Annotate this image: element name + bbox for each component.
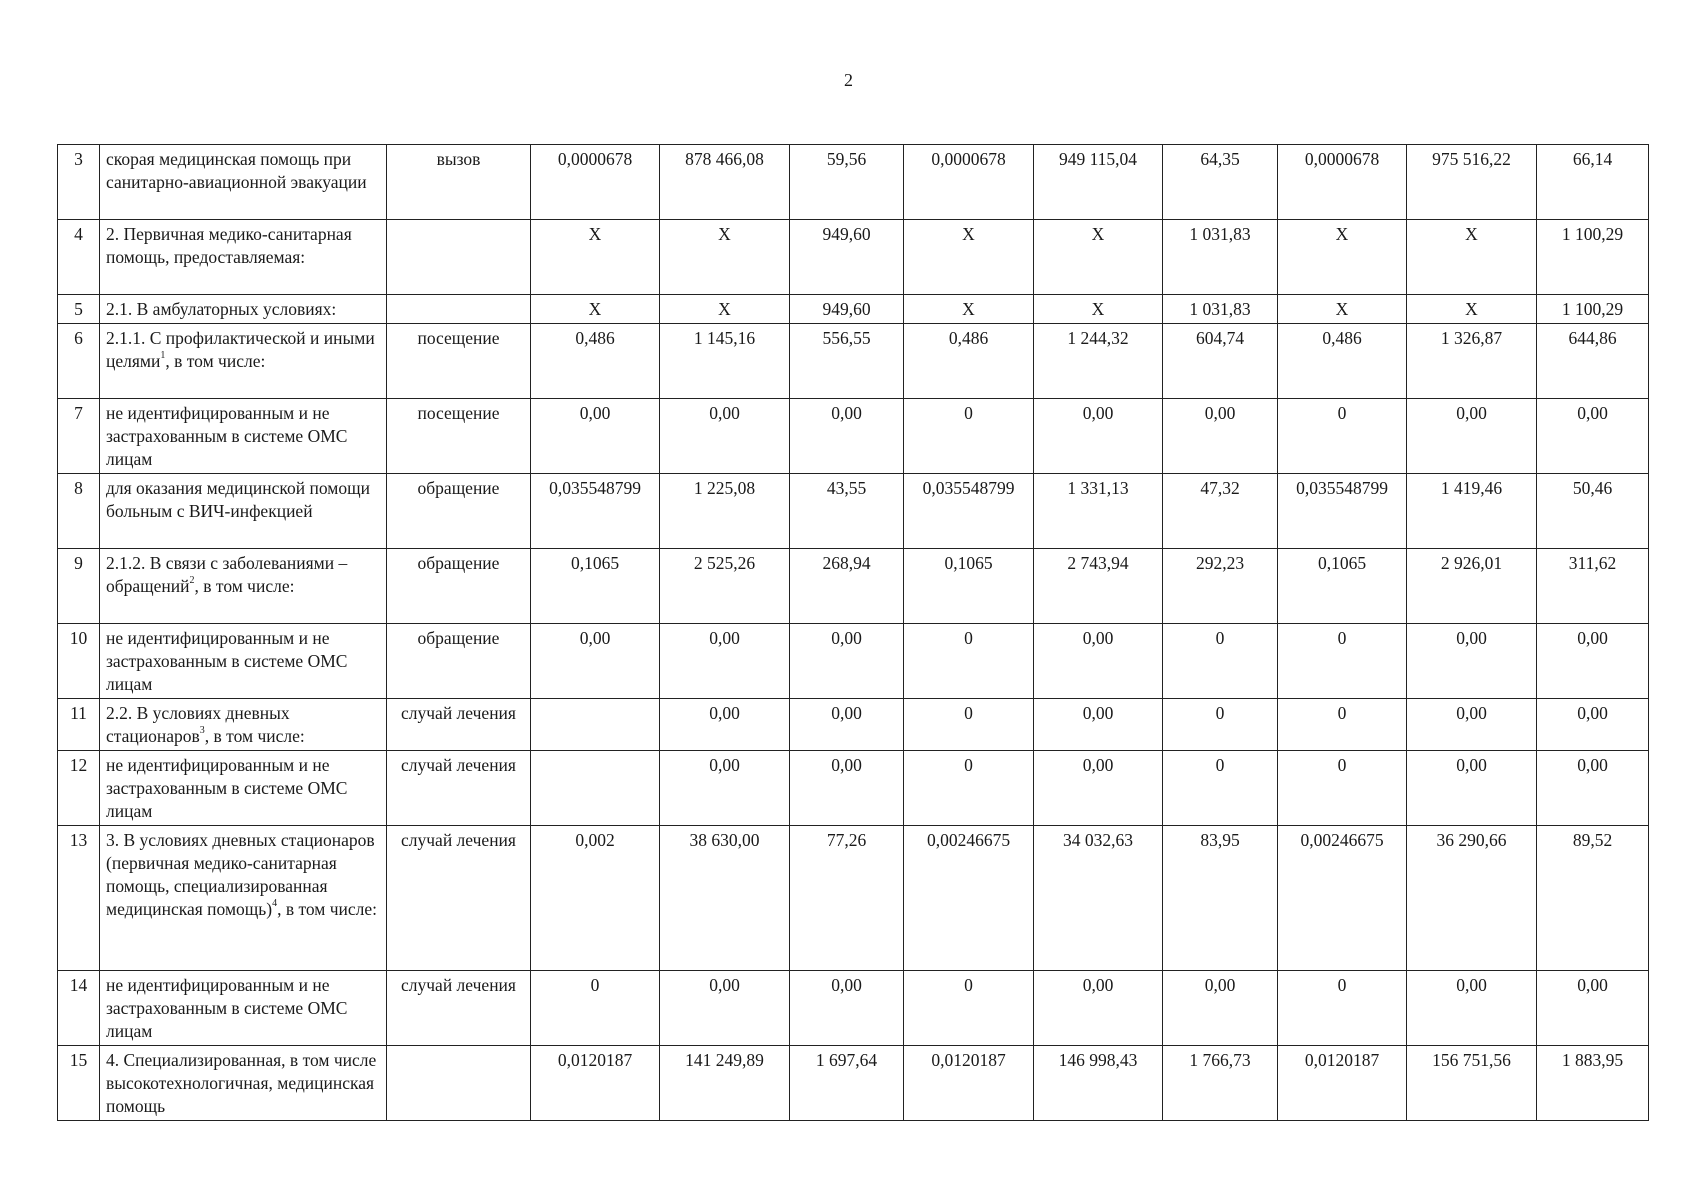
- value-cell: 47,32: [1163, 474, 1278, 549]
- value-cell: X: [660, 295, 790, 324]
- value-cell: 0,00: [790, 751, 904, 826]
- row-number: 8: [58, 474, 100, 549]
- row-unit: [387, 1046, 531, 1121]
- value-cell: 0,00: [1537, 971, 1649, 1046]
- row-number: 13: [58, 826, 100, 971]
- row-name: [100, 399, 387, 474]
- value-cell: 0: [1278, 624, 1407, 699]
- table-row: [58, 145, 1649, 220]
- row-name-text: 4. Специализированная, в том числе высокотехнологичная, медицинская помощь: [106, 1050, 377, 1116]
- value-cell: X: [531, 295, 660, 324]
- row-name: [100, 474, 387, 549]
- value-cell: X: [1034, 220, 1163, 295]
- value-cell: 0,00246675: [904, 826, 1034, 971]
- row-unit: случай лечения: [387, 699, 531, 751]
- footnote-marker: 2: [189, 575, 195, 587]
- value-cell: 0,00: [1163, 399, 1278, 474]
- row-name: [100, 220, 387, 295]
- value-cell: 0: [1163, 751, 1278, 826]
- table-row: [58, 699, 1649, 751]
- value-cell: 0: [904, 751, 1034, 826]
- value-cell: 0,00: [790, 971, 904, 1046]
- table-row: [58, 624, 1649, 699]
- row-number: 5: [58, 295, 100, 324]
- value-cell: 59,56: [790, 145, 904, 220]
- row-name-text: 2.1. В амбулаторных условиях:: [106, 299, 337, 319]
- row-unit: вызов: [387, 145, 531, 220]
- value-cell: 0,00: [660, 699, 790, 751]
- row-name-tail: , в том числе:: [277, 899, 378, 919]
- table-row: [58, 751, 1649, 826]
- value-cell: 0,1065: [531, 549, 660, 624]
- row-unit: случай лечения: [387, 971, 531, 1046]
- row-name-text: для оказания медицинской помощи больным с ВИЧ-инфекцией: [106, 478, 370, 521]
- row-unit: случай лечения: [387, 751, 531, 826]
- value-cell: 0: [904, 699, 1034, 751]
- row-unit: [387, 220, 531, 295]
- page-number: 2: [844, 70, 853, 90]
- value-cell: X: [904, 220, 1034, 295]
- row-name: [100, 1046, 387, 1121]
- value-cell: 0,1065: [1278, 549, 1407, 624]
- table-row: [58, 826, 1649, 971]
- value-cell: 0,00: [1407, 399, 1537, 474]
- value-cell: 0: [1278, 971, 1407, 1046]
- table-row: [58, 324, 1649, 399]
- value-cell: 975 516,22: [1407, 145, 1537, 220]
- value-cell: 1 244,32: [1034, 324, 1163, 399]
- value-cell: 0,0000678: [1278, 145, 1407, 220]
- value-cell: 0,00246675: [1278, 826, 1407, 971]
- row-number: 11: [58, 699, 100, 751]
- value-cell: 1 031,83: [1163, 295, 1278, 324]
- value-cell: 0,00: [1407, 971, 1537, 1046]
- row-name-text: 3. В условиях дневных стационаров (первичная медико-санитарная помощь, специализированная медицинская помощь): [106, 830, 375, 919]
- row-unit: обращение: [387, 624, 531, 699]
- value-cell: 0,00: [790, 399, 904, 474]
- value-cell: X: [1278, 295, 1407, 324]
- value-cell: 0,00: [660, 399, 790, 474]
- value-cell: 0,035548799: [1278, 474, 1407, 549]
- row-name: [100, 145, 387, 220]
- row-name: [100, 624, 387, 699]
- value-cell: 0,00: [660, 971, 790, 1046]
- value-cell: [531, 751, 660, 826]
- row-unit: посещение: [387, 324, 531, 399]
- value-cell: 0: [1163, 699, 1278, 751]
- footnote-marker: 4: [272, 898, 278, 910]
- row-name: [100, 971, 387, 1046]
- row-name-text: не идентифицированным и не застрахованным в системе ОМС лицам: [106, 403, 348, 469]
- row-name: [100, 324, 387, 399]
- value-cell: [531, 699, 660, 751]
- row-name-text: не идентифицированным и не застрахованным в системе ОМС лицам: [106, 975, 348, 1041]
- value-cell: 604,74: [1163, 324, 1278, 399]
- value-cell: 43,55: [790, 474, 904, 549]
- row-number: 10: [58, 624, 100, 699]
- value-cell: 878 466,08: [660, 145, 790, 220]
- value-cell: 0,002: [531, 826, 660, 971]
- table-row: [58, 474, 1649, 549]
- value-cell: 77,26: [790, 826, 904, 971]
- value-cell: 38 630,00: [660, 826, 790, 971]
- value-cell: 1 331,13: [1034, 474, 1163, 549]
- value-cell: X: [1034, 295, 1163, 324]
- data-table: [57, 144, 1649, 1121]
- row-name-tail: , в том числе:: [194, 576, 295, 596]
- value-cell: 0,00: [531, 624, 660, 699]
- value-cell: 1 100,29: [1537, 220, 1649, 295]
- value-cell: 268,94: [790, 549, 904, 624]
- value-cell: 0: [531, 971, 660, 1046]
- value-cell: 0,00: [1034, 751, 1163, 826]
- value-cell: 949,60: [790, 220, 904, 295]
- value-cell: 0,00: [1537, 751, 1649, 826]
- value-cell: 0,0000678: [904, 145, 1034, 220]
- value-cell: 0: [1278, 399, 1407, 474]
- row-unit: обращение: [387, 474, 531, 549]
- value-cell: 141 249,89: [660, 1046, 790, 1121]
- row-name-text: не идентифицированным и не застрахованным в системе ОМС лицам: [106, 628, 348, 694]
- row-number: 15: [58, 1046, 100, 1121]
- value-cell: 66,14: [1537, 145, 1649, 220]
- value-cell: 2 926,01: [1407, 549, 1537, 624]
- value-cell: 50,46: [1537, 474, 1649, 549]
- value-cell: 0,00: [1407, 699, 1537, 751]
- value-cell: 0,00: [1537, 399, 1649, 474]
- value-cell: X: [1278, 220, 1407, 295]
- value-cell: 0,00: [1034, 971, 1163, 1046]
- value-cell: 0,00: [1537, 699, 1649, 751]
- value-cell: 1 419,46: [1407, 474, 1537, 549]
- value-cell: 0,00: [790, 699, 904, 751]
- value-cell: 1 225,08: [660, 474, 790, 549]
- value-cell: 2 525,26: [660, 549, 790, 624]
- value-cell: X: [1407, 220, 1537, 295]
- value-cell: 1 766,73: [1163, 1046, 1278, 1121]
- value-cell: 0,00: [1407, 624, 1537, 699]
- row-name-text: не идентифицированным и не застрахованным в системе ОМС лицам: [106, 755, 348, 821]
- row-number: 3: [58, 145, 100, 220]
- row-number: 6: [58, 324, 100, 399]
- value-cell: 0,00: [1034, 699, 1163, 751]
- value-cell: 0,0000678: [531, 145, 660, 220]
- value-cell: 1 031,83: [1163, 220, 1278, 295]
- value-cell: 292,23: [1163, 549, 1278, 624]
- value-cell: 556,55: [790, 324, 904, 399]
- row-name: [100, 549, 387, 624]
- value-cell: 0: [1163, 624, 1278, 699]
- row-name-tail: , в том числе:: [165, 351, 266, 371]
- value-cell: 0,00: [790, 624, 904, 699]
- value-cell: 1 697,64: [790, 1046, 904, 1121]
- row-number: 7: [58, 399, 100, 474]
- row-name-text: 2.1.1. С профилактической и иными целями: [106, 328, 375, 371]
- row-unit: случай лечения: [387, 826, 531, 971]
- table-row: [58, 549, 1649, 624]
- value-cell: X: [531, 220, 660, 295]
- value-cell: 2 743,94: [1034, 549, 1163, 624]
- value-cell: 0: [1278, 699, 1407, 751]
- row-unit: обращение: [387, 549, 531, 624]
- value-cell: X: [1407, 295, 1537, 324]
- value-cell: 0,486: [904, 324, 1034, 399]
- value-cell: 0,00: [1034, 399, 1163, 474]
- value-cell: 0,0120187: [1278, 1046, 1407, 1121]
- value-cell: 0,0120187: [531, 1046, 660, 1121]
- value-cell: 1 326,87: [1407, 324, 1537, 399]
- value-cell: 0: [904, 971, 1034, 1046]
- footnote-marker: 1: [160, 350, 166, 362]
- value-cell: 1 100,29: [1537, 295, 1649, 324]
- row-name: [100, 751, 387, 826]
- value-cell: 0,486: [1278, 324, 1407, 399]
- row-number: 4: [58, 220, 100, 295]
- value-cell: 1 883,95: [1537, 1046, 1649, 1121]
- value-cell: 311,62: [1537, 549, 1649, 624]
- value-cell: 146 998,43: [1034, 1046, 1163, 1121]
- value-cell: 644,86: [1537, 324, 1649, 399]
- footnote-marker: 3: [199, 725, 205, 737]
- row-unit: посещение: [387, 399, 531, 474]
- row-name: [100, 295, 387, 324]
- table-row: [58, 220, 1649, 295]
- value-cell: 0,00: [531, 399, 660, 474]
- value-cell: 949,60: [790, 295, 904, 324]
- value-cell: 0,00: [1537, 624, 1649, 699]
- value-cell: 36 290,66: [1407, 826, 1537, 971]
- row-number: 9: [58, 549, 100, 624]
- value-cell: 0,00: [660, 624, 790, 699]
- value-cell: X: [660, 220, 790, 295]
- value-cell: 1 145,16: [660, 324, 790, 399]
- value-cell: 156 751,56: [1407, 1046, 1537, 1121]
- value-cell: 0,00: [1407, 751, 1537, 826]
- table-row: [58, 971, 1649, 1046]
- value-cell: 0: [904, 624, 1034, 699]
- row-name-tail: , в том числе:: [204, 726, 305, 746]
- value-cell: 949 115,04: [1034, 145, 1163, 220]
- row-name-text: 2.1.2. В связи с заболеваниями – обращений: [106, 553, 348, 596]
- row-name-text: 2. Первичная медико-санитарная помощь, предоставляемая:: [106, 224, 352, 267]
- value-cell: 0,486: [531, 324, 660, 399]
- row-name-text: 2.2. В условиях дневных стационаров: [106, 703, 290, 746]
- value-cell: 0,1065: [904, 549, 1034, 624]
- row-name: [100, 699, 387, 751]
- table-row: [58, 295, 1649, 324]
- table-row: [58, 399, 1649, 474]
- row-name-text: скорая медицинская помощь при санитарно-авиационной эвакуации: [106, 149, 367, 192]
- value-cell: 0,0120187: [904, 1046, 1034, 1121]
- value-cell: 0,00: [1163, 971, 1278, 1046]
- value-cell: 34 032,63: [1034, 826, 1163, 971]
- row-number: 14: [58, 971, 100, 1046]
- value-cell: 89,52: [1537, 826, 1649, 971]
- value-cell: 64,35: [1163, 145, 1278, 220]
- value-cell: 0,00: [660, 751, 790, 826]
- value-cell: 0,00: [1034, 624, 1163, 699]
- value-cell: 83,95: [1163, 826, 1278, 971]
- value-cell: X: [904, 295, 1034, 324]
- row-number: 12: [58, 751, 100, 826]
- row-unit: [387, 295, 531, 324]
- value-cell: 0,035548799: [531, 474, 660, 549]
- value-cell: 0: [904, 399, 1034, 474]
- value-cell: 0,035548799: [904, 474, 1034, 549]
- value-cell: 0: [1278, 751, 1407, 826]
- table-row: [58, 1046, 1649, 1121]
- row-name: [100, 826, 387, 971]
